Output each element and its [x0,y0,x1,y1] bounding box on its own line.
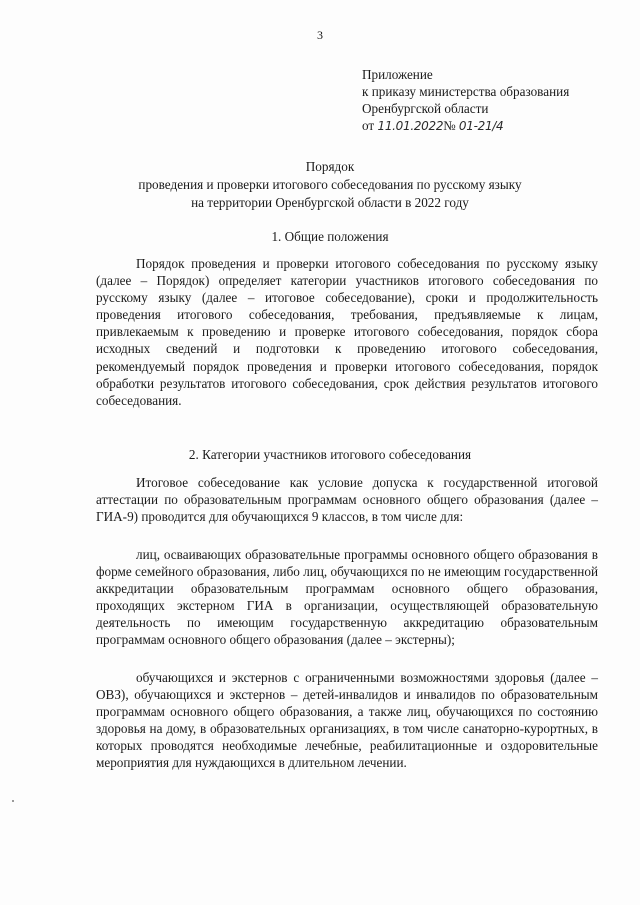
scan-speck [12,800,14,802]
section-1-heading: 1. Общие положения [271,229,389,244]
title-line-1: Порядок [305,159,355,174]
appendix-line-3: Оренбургской области [362,101,489,116]
number-sign: № [443,118,456,133]
title-line-3: на территории Оренбургской области в 2022 году [191,195,469,210]
section-2-paragraph-2: лиц, осваивающих образовательные программы основного общего образования в форме семейного образования, либо лиц, обучающихся по не имеющим государственной аккредитации образовательным программам основного общего образования, проходящих экстерном ГИА в организации, осуществляющей образовательную деятельность по имеющим государственную аккредитацию образовательным программам основного общего образования (далее – экстерны); [96,547,598,648]
appendix-line-2: к приказу министерства образования [362,84,570,99]
section-2-paragraph-3: обучающихся и экстернов с ограниченными возможностями здоровья (далее – ОВЗ), обучающихся и экстернов – детей-инвалидов и инвалидов по образовательным программам основного общего образования, а также лиц, обучающихся по состоянию здоровья на дому, в образовательных организациях, в том числе санаторно-курортных, в которых проводятся необходимые лечебные, реабилитационные и оздоровительные мероприятия для нуждающихся в длительном лечении. [96,670,598,771]
page-number: 3 [317,28,323,42]
appendix-block [362,66,569,135]
title-line-2: проведения и проверки итогового собеседования по русскому языку [138,177,522,192]
section-2-paragraph-1: Итоговое собеседование как условие допуска к государственной итоговой аттестации по образовательным программам основного общего образования (далее – ГИА-9) проводится для обучающихся 9 классов, в том числе для: [96,475,598,525]
document-title [80,158,580,212]
section-2-heading: 2. Категории участников итогового собеседования [188,447,472,462]
section-1-paragraph: Порядок проведения и проверки итогового собеседования по русскому языку (далее – Порядок) определяет категории участников итогового собеседования по русскому языку (далее – итоговое собеседование), сроки и продолжительность проведения итогового собеседования, требования, предъявляемые к лицам, привлекаемым к проведению и проверке итогового собеседования, порядок сбора исходных сведений и подготовки к проведению итогового собеседования, рекомендуемый порядок проведения и проверки итогового собеседования, порядок обработки результатов итогового собеседования, срок действия результатов итогового собеседования. [96,256,598,408]
handwritten-order-number: 01-21/4 [458,119,504,133]
date-prefix: от [362,118,375,133]
appendix-date-line [362,117,569,135]
handwritten-date: 11.01.2022 [377,119,444,133]
appendix-line-1: Приложение [362,67,433,82]
